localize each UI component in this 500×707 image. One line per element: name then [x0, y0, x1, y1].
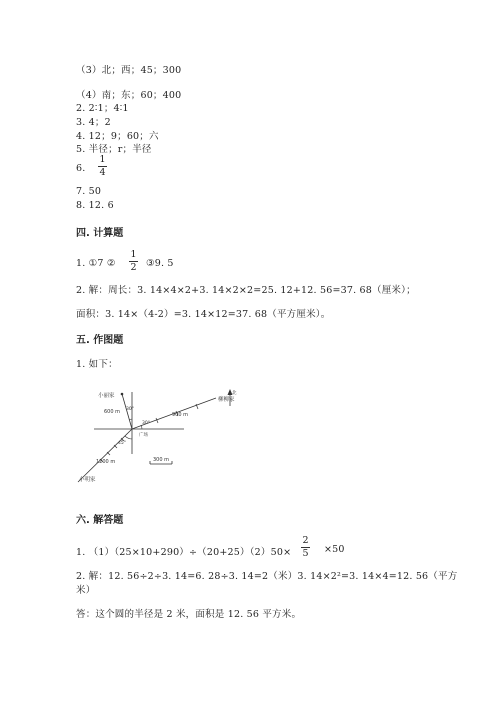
- label-square: 广场: [139, 433, 148, 438]
- label-liuliu-home: 柳柳家: [218, 397, 235, 403]
- tick: [156, 418, 158, 423]
- answer-2: 2. 2∶1；4∶1: [76, 103, 129, 114]
- section-title-solution: 六. 解答题: [76, 515, 124, 526]
- solve-q2-line2: 米）: [76, 585, 96, 596]
- section-title-calculation: 四. 计算题: [76, 228, 124, 239]
- label-angle-45: 45°: [118, 441, 126, 446]
- label-xiaoming-home: 小明家: [79, 477, 96, 483]
- answer-6-fraction: [98, 154, 107, 178]
- answer-1-3: （3）北；西；45；300: [76, 65, 182, 76]
- section-title-drawing: 五. 作图题: [76, 335, 124, 346]
- fraction-numerator: 2: [302, 535, 309, 546]
- fraction-denominator: 2: [130, 262, 137, 273]
- label-1200m: 1200 m: [96, 459, 116, 465]
- calc-q2-area: 面积：3. 14×（4-2）=3. 14×12=37. 68（平方厘米）。: [76, 309, 331, 320]
- calc-q1-prefix: 1. ①7 ②: [76, 258, 116, 269]
- solve-q1-suffix: ×50: [324, 544, 345, 555]
- solve-answer: 答：这个圆的半径是 2 米，面积是 12. 56 平方米。: [76, 609, 302, 620]
- angle-arc: [125, 436, 132, 439]
- fraction-denominator: 4: [99, 167, 106, 178]
- label-xiaoli-home: 小丽家: [98, 393, 115, 399]
- label-angle-30-east: 30°: [142, 421, 150, 426]
- calc-q2-perimeter: 2. 解：周长：3. 14×4×2+3. 14×2×2=25. 12+12. 56=37. 68（厘米）；: [76, 285, 416, 296]
- answer-7: 7. 50: [76, 186, 102, 197]
- label-900m: 900 m: [172, 412, 189, 418]
- label-scale: 300 m: [153, 457, 170, 463]
- label-north: 北: [232, 391, 237, 396]
- answer-5: 5. 半径；r；半径: [76, 144, 152, 155]
- solve-q1-prefix: 1. （1）（25×10+290）÷（20+25）（2）50×: [76, 547, 292, 558]
- answer-1-4: （4）南；东；60；400: [76, 90, 182, 101]
- calc-q1-suffix: ③9. 5: [146, 258, 174, 269]
- answer-6-label: 6.: [76, 163, 86, 174]
- label-angle-30-north: 30°: [126, 407, 134, 412]
- fraction-numerator: 1: [99, 154, 106, 165]
- solve-q2-line1: 2. 解：12. 56÷2÷3. 14=6. 28÷3. 14=2（米）3. 14×2²=3. 14×4=12. 56（平方: [76, 571, 458, 582]
- fraction-numerator: 1: [130, 249, 137, 260]
- xiaoli-home-point: [121, 393, 124, 396]
- line-to-xiaoming-home: [78, 429, 132, 482]
- answer-4: 4. 12；9；60；六: [76, 131, 159, 142]
- answer-3: 3. 4；2: [76, 117, 111, 128]
- fraction-denominator: 5: [302, 548, 309, 559]
- answer-8: 8. 12. 6: [76, 200, 114, 211]
- label-600m: 600 m: [104, 409, 121, 415]
- direction-figure: [76, 384, 246, 486]
- calc-q1-fraction: [129, 249, 138, 273]
- solve-q1-fraction: [301, 535, 310, 559]
- drawing-q1: 1. 如下：: [76, 359, 118, 370]
